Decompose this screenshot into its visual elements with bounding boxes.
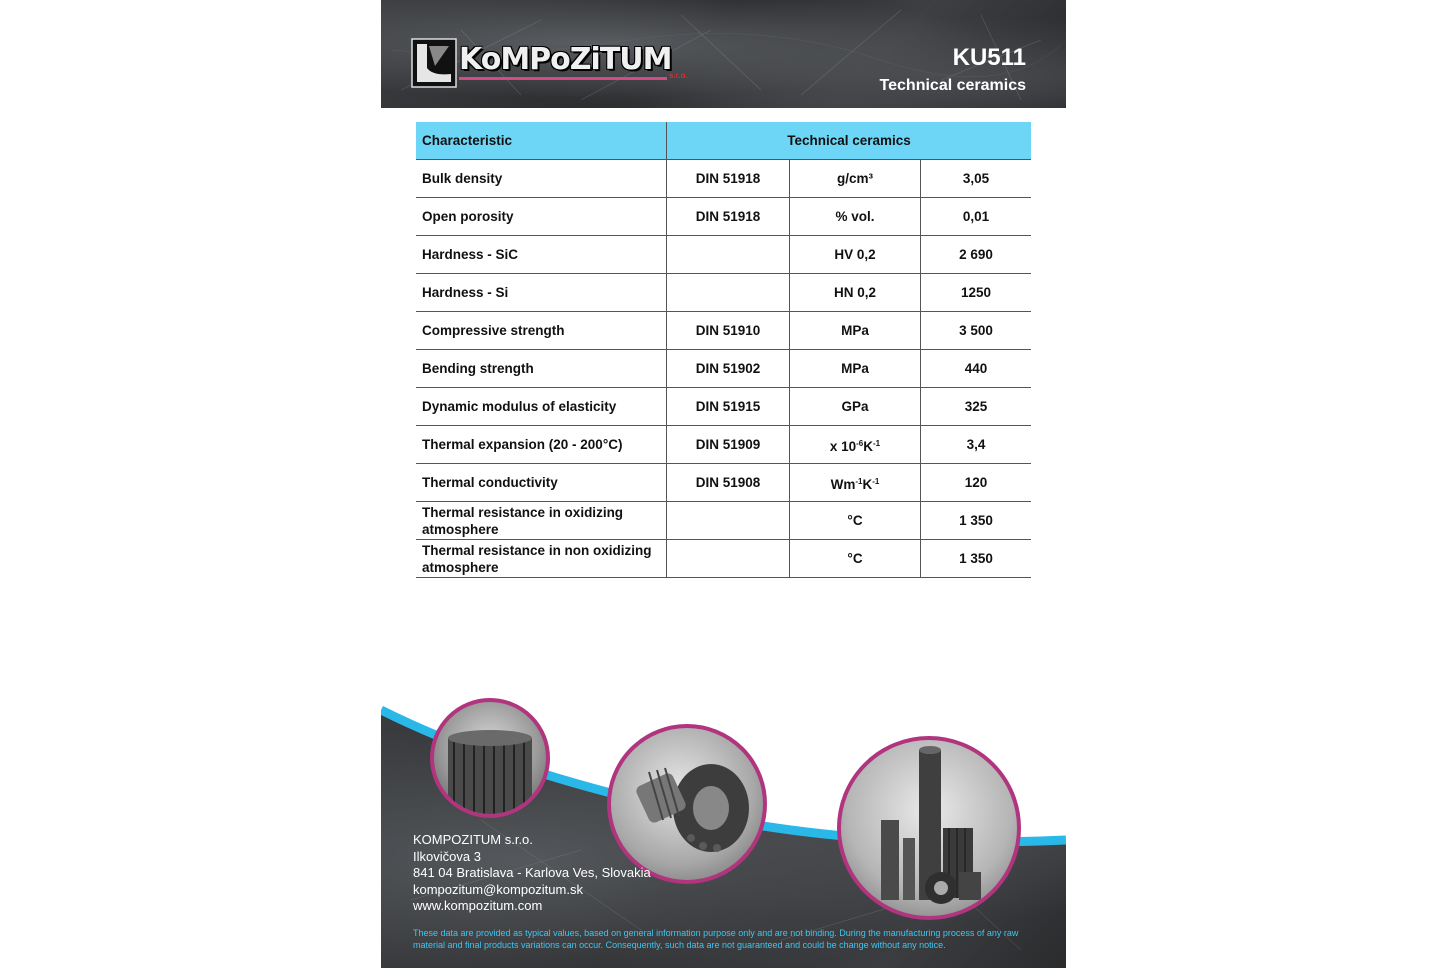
- property-unit: °C: [790, 540, 921, 578]
- property-unit: g/cm³: [790, 160, 921, 198]
- table-header-row: [416, 122, 1031, 160]
- table-row: [416, 350, 1031, 388]
- logo-mark-icon: [411, 38, 457, 88]
- property-unit: [790, 464, 921, 502]
- properties-table: [416, 122, 1031, 578]
- logo-suffix: s.r.o.: [669, 71, 688, 80]
- property-value: 325: [921, 388, 1032, 426]
- property-norm: [667, 502, 790, 540]
- property-norm: DIN 51910: [667, 312, 790, 350]
- property-name: Thermal resistance in oxidizing atmosphere: [416, 502, 667, 540]
- property-name: Dynamic modulus of elasticity: [416, 388, 667, 426]
- property-value: 3,4: [921, 426, 1032, 464]
- table-row: [416, 160, 1031, 198]
- property-unit: MPa: [790, 350, 921, 388]
- table-row: [416, 540, 1031, 578]
- property-unit: GPa: [790, 388, 921, 426]
- table-row: [416, 388, 1031, 426]
- contact-email[interactable]: kompozitum@kompozitum.sk: [413, 881, 583, 897]
- property-value: 440: [921, 350, 1032, 388]
- unit-prefix: Wm: [830, 476, 856, 492]
- property-norm: DIN 51918: [667, 198, 790, 236]
- property-value: 3 500: [921, 312, 1032, 350]
- table-row: [416, 426, 1031, 464]
- property-name: Hardness - SiC: [416, 236, 667, 274]
- property-norm: DIN 51908: [667, 464, 790, 502]
- logo-wordmark: KoMPoZiTUM: [459, 42, 672, 77]
- unit-kelvin: K: [862, 476, 873, 492]
- grooved-cylinder-icon: [434, 702, 546, 814]
- property-name: Thermal conductivity: [416, 464, 667, 502]
- header-banner: [381, 0, 1066, 108]
- property-name: Hardness - Si: [416, 274, 667, 312]
- city-address: 841 04 Bratislava - Karlova Ves, Slovakia: [413, 865, 651, 880]
- property-name: Open porosity: [416, 198, 667, 236]
- property-value: 1 350: [921, 540, 1032, 578]
- property-value: 120: [921, 464, 1032, 502]
- property-value: 0,01: [921, 198, 1032, 236]
- property-unit: MPa: [790, 312, 921, 350]
- product-photo-grooved-cylinder: [430, 698, 550, 818]
- unit-kelvin: K: [863, 438, 874, 454]
- footer-banner: [381, 700, 1066, 968]
- table-row: [416, 464, 1031, 502]
- company-logo: [411, 38, 696, 90]
- product-code: KU511: [952, 44, 1026, 71]
- unit-exponent: -1: [855, 476, 863, 486]
- table-row: [416, 274, 1031, 312]
- property-unit: °C: [790, 502, 921, 540]
- product-photo-tubes: [837, 736, 1021, 920]
- table-row: [416, 198, 1031, 236]
- property-norm: DIN 51902: [667, 350, 790, 388]
- unit-exponent: -1: [872, 476, 880, 486]
- property-name: Compressive strength: [416, 312, 667, 350]
- company-address: [413, 832, 651, 915]
- unit-prefix: x 10: [829, 438, 857, 454]
- property-norm: [667, 274, 790, 312]
- ceramic-tubes-icon: [841, 740, 1017, 916]
- property-unit: % vol.: [790, 198, 921, 236]
- property-unit: [790, 426, 921, 464]
- datasheet-page: [381, 0, 1066, 968]
- property-name: Bending strength: [416, 350, 667, 388]
- property-unit: HN 0,2: [790, 274, 921, 312]
- company-name: KOMPOZITUM s.r.o.: [413, 832, 533, 847]
- property-norm: DIN 51915: [667, 388, 790, 426]
- property-name: Thermal expansion (20 - 200°C): [416, 426, 667, 464]
- table-row: [416, 312, 1031, 350]
- header-characteristic: Characteristic: [416, 122, 667, 160]
- property-name: Bulk density: [416, 160, 667, 198]
- property-unit: HV 0,2: [790, 236, 921, 274]
- table-row: [416, 502, 1031, 540]
- product-type: Technical ceramics: [879, 77, 1026, 94]
- property-value: 1250: [921, 274, 1032, 312]
- property-norm: [667, 236, 790, 274]
- property-name: Thermal resistance in non oxidizing atmosphere: [416, 540, 667, 578]
- property-norm: DIN 51909: [667, 426, 790, 464]
- website-link[interactable]: www.kompozitum.com: [413, 898, 543, 913]
- property-value: 3,05: [921, 160, 1032, 198]
- street-address: Ilkovičova 3: [413, 848, 481, 864]
- header-material: Technical ceramics: [667, 122, 1032, 160]
- disclaimer-text: These data are provided as typical values, based on general information purpose only and are not binding. During the manufacturing process of any raw material and final products variations can occur. Consequently, such data are not guaranteed and could be change without any notice.: [413, 928, 1019, 950]
- logo-underline: [459, 77, 667, 80]
- unit-exponent: -6: [856, 438, 864, 448]
- property-norm: DIN 51918: [667, 160, 790, 198]
- property-value: 2 690: [921, 236, 1032, 274]
- unit-exponent: -1: [873, 438, 881, 448]
- property-norm: [667, 540, 790, 578]
- property-value: 1 350: [921, 502, 1032, 540]
- table-row: [416, 236, 1031, 274]
